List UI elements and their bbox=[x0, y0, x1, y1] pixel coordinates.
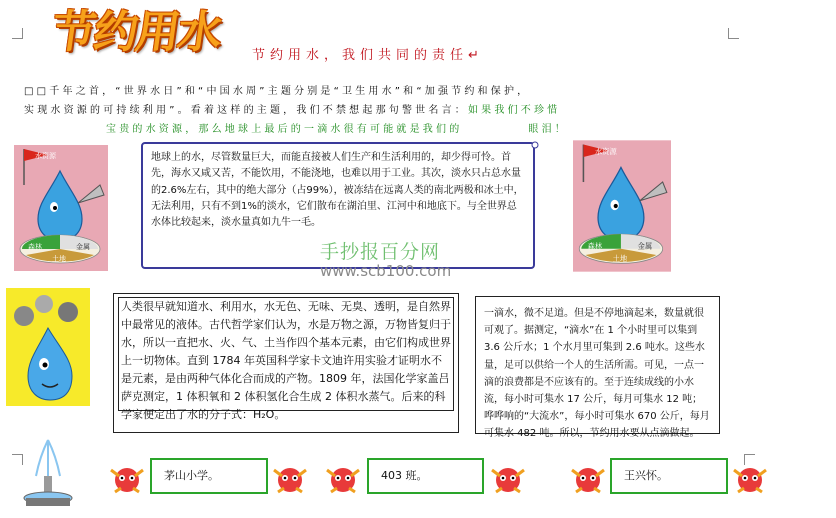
crop-mark-top-right bbox=[728, 28, 739, 39]
water-history-panel bbox=[113, 293, 459, 433]
poster-forest-label: 森林 bbox=[587, 241, 603, 251]
water-drip-panel bbox=[475, 296, 720, 440]
mascot-icon-5 bbox=[568, 458, 608, 498]
poster-soil-label: 土地 bbox=[52, 255, 66, 263]
water-droplet-cartoon-icon bbox=[6, 288, 90, 406]
poster-metal-label: 金属 bbox=[76, 243, 90, 251]
intro-line-2-text: 实现水资源的可持续利用”。看着这样的主题，我们不禁想起那句警世名言： bbox=[24, 105, 468, 116]
water-drip-text: 一滴水，微不足道。但是不停地滴起来，数量就很可观了。据测定，“滴水”在 1 个小时里可以集到 3.6 公斤水；1 个水月里可集到 2.6 吨水。这些水量，足可以供给一个人的生活所需。可见，一点一滴的浪费都是不应该有的。至于连续成线的小水流，每小时可集水 17 公斤，每月可集水 12 吨；哗哗响的“大流水”，每小时可集水 670 公斤，每月可集水 482 吨。所以，节约用水要从点滴做起。 bbox=[484, 308, 710, 440]
water-droplet-poster-right bbox=[573, 140, 671, 272]
mascot-icon-1 bbox=[107, 458, 147, 498]
poster-tag-label: 水资源 bbox=[594, 146, 617, 156]
poster-metal-label: 金属 bbox=[637, 241, 653, 251]
class-name-box: 403 班。 bbox=[367, 458, 484, 494]
fountain-icon bbox=[22, 436, 74, 512]
intro-line-2-highlight: 如果我们不珍惜 bbox=[467, 105, 561, 116]
page-title: 节约用水 bbox=[48, 7, 224, 58]
panel-handle-icon bbox=[530, 140, 540, 150]
mascot-icon-6 bbox=[730, 458, 770, 498]
water-droplet-poster-left bbox=[14, 145, 108, 271]
school-name-box: 茅山小学。 bbox=[150, 458, 268, 494]
mascot-icon-4 bbox=[488, 458, 528, 498]
page-subtitle: 节约用水，我们共同的责任↵ bbox=[252, 48, 484, 63]
watermark-cn: 手抄报百分网 bbox=[320, 241, 441, 263]
poster-forest-label: 森林 bbox=[28, 243, 42, 251]
mascot-icon-3 bbox=[323, 458, 363, 498]
intro-line-2 bbox=[24, 101, 754, 121]
intro-line-3 bbox=[106, 120, 836, 140]
intro-line-3-text: 宝贵的水资源，那么地球上最后的一滴水很有可能就是我们的 bbox=[106, 124, 463, 135]
watermark-url: www.scb100.com bbox=[320, 262, 452, 280]
poster-tag-label: 水资源 bbox=[35, 152, 56, 160]
poster-soil-label: 土地 bbox=[612, 254, 628, 264]
crop-mark-top-left bbox=[12, 28, 23, 39]
water-history-text: 人类很早就知道水、利用水，水无色、无味、无臭、透明，是自然界中最常见的液体。古代哲学家们认为，水是万物之源，万物皆复归于水，所以一直把水、火、气、土当作四个基本元素，由它们构成世界上一切物体。直到 1784 年英国科学家卡文迪许用实验才证明水不是元素，是由两种气体化合而成的产物。1809 年，法国化学家盖吕萨克测定，1 体积氧和 2 体积氢化合生成 2 体积水蒸气。后来的科学家便定出了水的分子式：H₂O。 bbox=[118, 297, 454, 411]
intro-line-3-end: 眼泪！ bbox=[528, 124, 569, 135]
fresh-water-text: 地球上的水，尽管数量巨大，而能直接被人们生产和生活利用的，却少得可怜。首先，海水又咸又苦，不能饮用，不能浇地，也难以用于工业。其次，淡水只占总水量的2.6%左右，其中的绝大部分（占99%），被冻结在远离人类的南北两极和冰土中，无法利用，只有不到1%的淡水，它们散布在湖泊里、江河中和地底下。与全世界总水体比较起来，淡水量真如九牛一毛。 bbox=[151, 152, 524, 229]
intro-line-1: □□千年之首，“世界水日”和“中国水周”主题分别是“卫生用水”和“加强节约和保护， bbox=[24, 86, 531, 97]
mascot-icon-2 bbox=[270, 458, 310, 498]
author-name-box: 王兴怀。 bbox=[610, 458, 728, 494]
